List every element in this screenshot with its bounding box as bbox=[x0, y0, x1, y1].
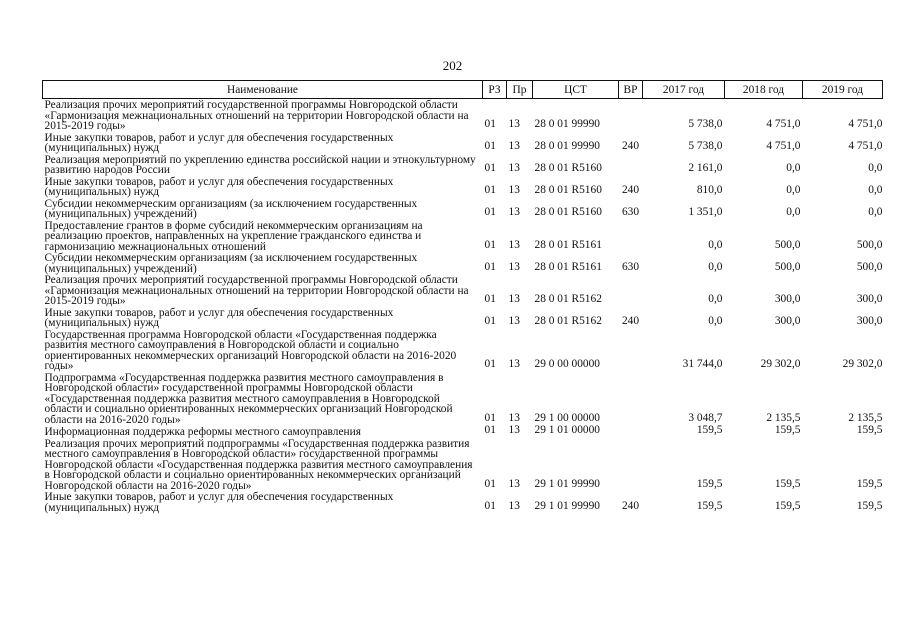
row-pr: 13 bbox=[508, 358, 520, 370]
row-2018: 4 751,0 bbox=[766, 140, 801, 152]
header-rz: РЗ bbox=[483, 81, 507, 99]
row-cst: 29 1 01 99990 bbox=[534, 499, 600, 512]
table-row bbox=[43, 154, 883, 176]
row-cst: 28 0 01 R5160 bbox=[534, 184, 602, 196]
row-cst: 29 1 01 99990 bbox=[534, 477, 600, 490]
page-number: 202 bbox=[442, 58, 463, 73]
row-2019: 2 135,5 bbox=[848, 411, 883, 424]
row-2019: 300,0 bbox=[856, 293, 883, 305]
table-row bbox=[43, 372, 883, 426]
row-2017: 0,0 bbox=[708, 315, 723, 327]
row-2019: 4 751,0 bbox=[848, 118, 883, 130]
row-2018: 4 751,0 bbox=[766, 118, 801, 130]
header-name: Наименование bbox=[43, 81, 483, 99]
row-2017: 0,0 bbox=[708, 238, 723, 251]
row-vr bbox=[619, 438, 643, 492]
row-vr: 240 bbox=[621, 315, 640, 327]
header-vr: ВР bbox=[619, 81, 643, 99]
row-cst: 28 0 01 R5161 bbox=[534, 238, 602, 251]
row-pr: 13 bbox=[508, 260, 520, 273]
table-row bbox=[43, 252, 883, 274]
row-name: Субсидии некоммерческим организациям (за исключением государственных (муниципальных) учреждений) bbox=[44, 252, 418, 275]
row-name: Подпрограмма «Государственная поддержка развития местного самоуправления в Новгородской области» государственной программы Новгородской области «Государственная поддержка развития местного самоуправления в Новгородской области и социально ориентированных некоммерческих организаций Новгородской области на 2016-2020 годы» bbox=[44, 371, 453, 426]
row-pr: 13 bbox=[508, 118, 520, 130]
row-2019: 159,5 bbox=[856, 499, 883, 512]
row-2017: 31 744,0 bbox=[682, 358, 723, 370]
row-vr bbox=[619, 154, 643, 176]
row-pr: 13 bbox=[508, 162, 520, 174]
row-2018: 0,0 bbox=[786, 184, 801, 196]
row-2017: 159,5 bbox=[696, 499, 723, 512]
row-rz: 01 bbox=[484, 184, 496, 196]
row-name: Государственная программа Новгородской области «Государственная поддержка развития местного самоуправления в Новгородской области и социально ориентированных некоммерческих организаций Новгородской области на 2016-2020 годы» bbox=[44, 328, 457, 372]
row-pr: 13 bbox=[508, 206, 520, 218]
row-cst: 28 0 01 99990 bbox=[534, 140, 600, 152]
row-cst: 29 1 00 00000 bbox=[534, 411, 600, 424]
row-cst: 28 0 01 99990 bbox=[534, 118, 600, 130]
row-vr bbox=[619, 329, 643, 372]
row-vr bbox=[619, 274, 643, 307]
row-cst: 28 0 01 R5160 bbox=[534, 162, 602, 174]
row-name: Предоставление грантов в форме субсидий некоммерческим организациям на реализацию проектов, направленных на укрепление гражданского единства и гармонизацию межнациональных отношений bbox=[44, 219, 423, 253]
row-cst: 28 0 01 R5160 bbox=[534, 206, 602, 218]
row-rz: 01 bbox=[484, 477, 496, 490]
row-2017: 810,0 bbox=[696, 184, 723, 196]
row-cst: 28 0 01 R5161 bbox=[534, 260, 602, 273]
row-name: Иные закупки товаров, работ и услуг для обеспечения государственных (муниципальных) нужд bbox=[44, 175, 394, 198]
row-name: Субсидии некоммерческим организациям (за исключением государственных (муниципальных) учреждений) bbox=[44, 197, 418, 220]
header-pr: Пр bbox=[507, 81, 533, 99]
row-2018: 29 302,0 bbox=[760, 358, 801, 370]
row-name: Реализация прочих мероприятий государственной программы Новгородской области «Гармонизация межнациональных отношений на территории Новгородской области на 2015-2019 годы» bbox=[44, 274, 469, 307]
table-row bbox=[43, 307, 883, 329]
row-vr: 240 bbox=[621, 184, 640, 196]
row-rz: 01 bbox=[484, 424, 496, 436]
row-2018: 500,0 bbox=[774, 238, 801, 251]
row-rz: 01 bbox=[484, 260, 496, 273]
row-pr: 13 bbox=[508, 411, 520, 424]
row-cst: 29 1 01 00000 bbox=[534, 424, 600, 436]
row-2018: 159,5 bbox=[774, 424, 801, 436]
row-2017: 3 048,7 bbox=[688, 411, 723, 424]
row-rz: 01 bbox=[484, 315, 496, 327]
row-2019: 300,0 bbox=[856, 315, 883, 327]
row-2019: 0,0 bbox=[868, 206, 883, 218]
row-2019: 0,0 bbox=[868, 184, 883, 196]
row-2018: 0,0 bbox=[786, 206, 801, 218]
header-cst: ЦСТ bbox=[533, 81, 619, 99]
row-2017: 5 738,0 bbox=[688, 140, 723, 152]
row-pr: 13 bbox=[508, 184, 520, 196]
row-name: Информационная поддержка реформы местного самоуправления bbox=[44, 426, 361, 438]
row-name: Иные закупки товаров, работ и услуг для обеспечения государственных (муниципальных) нужд bbox=[44, 491, 394, 514]
table-row bbox=[43, 425, 883, 438]
row-name: Реализация прочих мероприятий подпрограммы «Государственная поддержка развития местного самоуправления в Новгородской области» государственной программы Новгородской области «Государственная поддержка развития местного самоуправления в Новгородской области и социально ориентированных некоммерческих организаций Новгородской области на 2016-2020 годы» bbox=[44, 437, 473, 492]
row-2018: 300,0 bbox=[774, 293, 801, 305]
header-2017: 2017 год bbox=[643, 81, 725, 99]
table-row bbox=[43, 176, 883, 198]
table-row bbox=[43, 99, 883, 132]
row-name: Иные закупки товаров, работ и услуг для обеспечения государственных (муниципальных) нужд bbox=[44, 131, 394, 154]
row-vr: 630 bbox=[621, 260, 640, 273]
table-row bbox=[43, 274, 883, 307]
row-2018: 159,5 bbox=[774, 477, 801, 490]
row-cst: 29 0 00 00000 bbox=[534, 358, 600, 370]
row-vr bbox=[619, 99, 643, 132]
table-row bbox=[43, 220, 883, 253]
row-pr: 13 bbox=[508, 140, 520, 152]
header-2019: 2019 год bbox=[803, 81, 883, 99]
table-row bbox=[43, 491, 883, 513]
table-row bbox=[43, 198, 883, 220]
row-rz: 01 bbox=[484, 238, 496, 251]
row-rz: 01 bbox=[484, 140, 496, 152]
row-2018: 300,0 bbox=[774, 315, 801, 327]
row-rz: 01 bbox=[484, 411, 496, 424]
row-pr: 13 bbox=[508, 477, 520, 490]
row-rz: 01 bbox=[484, 206, 496, 218]
row-pr: 13 bbox=[508, 315, 520, 327]
row-2019: 159,5 bbox=[856, 424, 883, 436]
table-body bbox=[43, 99, 883, 514]
row-2019: 29 302,0 bbox=[842, 358, 883, 370]
row-2018: 2 135,5 bbox=[766, 411, 801, 424]
row-rz: 01 bbox=[484, 499, 496, 512]
row-cst: 28 0 01 R5162 bbox=[534, 315, 602, 327]
table-row bbox=[43, 132, 883, 154]
row-rz: 01 bbox=[484, 162, 496, 174]
row-2019: 4 751,0 bbox=[848, 140, 883, 152]
row-2017: 2 161,0 bbox=[688, 162, 723, 174]
row-2018: 0,0 bbox=[786, 162, 801, 174]
row-rz: 01 bbox=[484, 118, 496, 130]
row-pr: 13 bbox=[508, 499, 520, 512]
row-2017: 0,0 bbox=[708, 293, 723, 305]
row-rz: 01 bbox=[484, 293, 496, 305]
row-2018: 159,5 bbox=[774, 499, 801, 512]
row-cst: 28 0 01 R5162 bbox=[534, 293, 602, 305]
row-2017: 1 351,0 bbox=[688, 206, 723, 218]
row-vr: 240 bbox=[621, 140, 640, 152]
row-rz: 01 bbox=[484, 358, 496, 370]
row-name: Иные закупки товаров, работ и услуг для обеспечения государственных (муниципальных) нужд bbox=[44, 306, 394, 329]
row-vr: 630 bbox=[621, 206, 640, 218]
row-2019: 159,5 bbox=[856, 477, 883, 490]
row-pr: 13 bbox=[508, 238, 520, 251]
row-name: Реализация мероприятий по укреплению единства российской нации и этнокультурному развитию народов России bbox=[44, 153, 476, 176]
row-name: Реализация прочих мероприятий государственной программы Новгородской области «Гармонизация межнациональных отношений на территории Новгородской области на 2015-2019 годы» bbox=[44, 99, 469, 132]
row-2019: 0,0 bbox=[868, 162, 883, 174]
row-2018: 500,0 bbox=[774, 260, 801, 273]
budget-table bbox=[42, 80, 883, 513]
row-vr: 240 bbox=[621, 499, 640, 512]
table-row bbox=[43, 438, 883, 492]
table-row bbox=[43, 329, 883, 372]
row-pr: 13 bbox=[508, 293, 520, 305]
row-2019: 500,0 bbox=[856, 260, 883, 273]
table-header-row bbox=[43, 81, 883, 99]
row-2019: 500,0 bbox=[856, 238, 883, 251]
row-2017: 159,5 bbox=[696, 424, 723, 436]
row-vr bbox=[619, 425, 643, 438]
row-2017: 0,0 bbox=[708, 260, 723, 273]
row-vr bbox=[619, 220, 643, 253]
row-vr bbox=[619, 372, 643, 426]
row-pr: 13 bbox=[508, 424, 520, 436]
row-2017: 5 738,0 bbox=[688, 118, 723, 130]
row-2017: 159,5 bbox=[696, 477, 723, 490]
header-2018: 2018 год bbox=[725, 81, 803, 99]
